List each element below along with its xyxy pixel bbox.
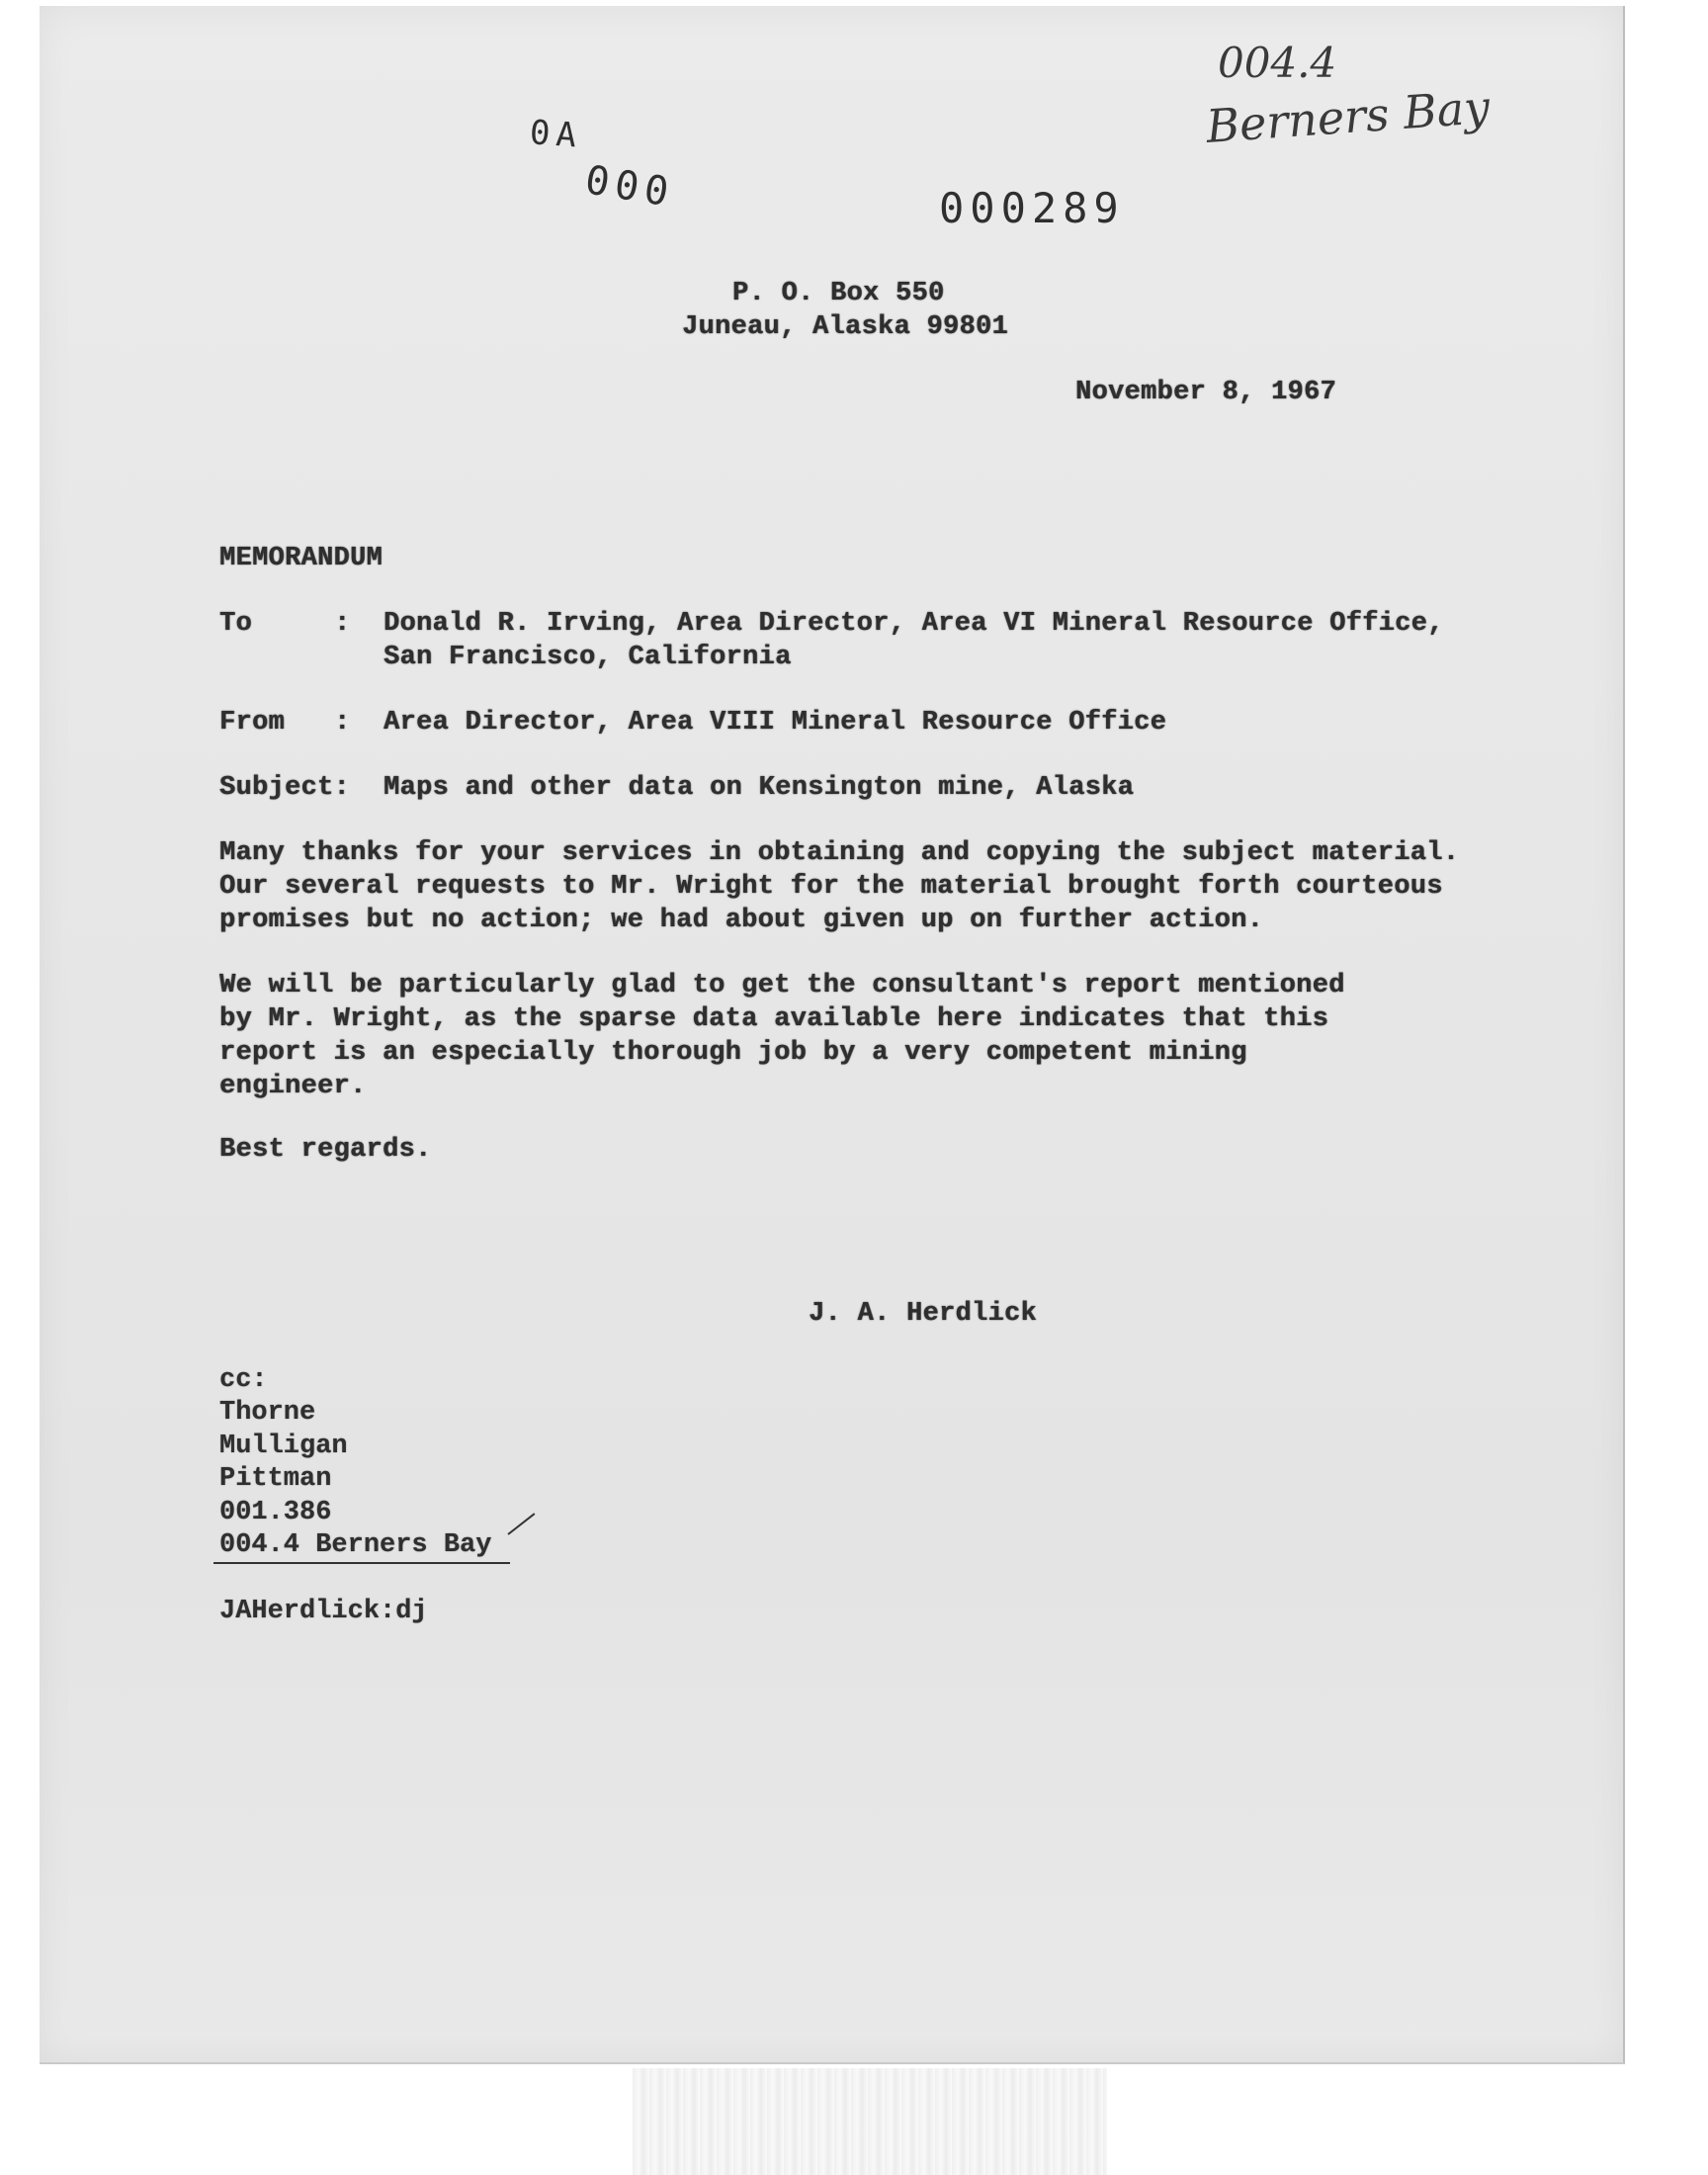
address-line-2: Juneau, Alaska 99801 bbox=[682, 312, 1009, 342]
stamp-top-left-line2: 000 bbox=[581, 157, 678, 217]
to-colon: : bbox=[334, 609, 351, 639]
from-colon: : bbox=[334, 708, 351, 738]
paragraph-2-line: engineer. bbox=[219, 1072, 367, 1101]
paragraph-1-line: Many thanks for your services in obtaining and copying the subject material. bbox=[219, 838, 1460, 868]
paragraph-2-line: We will be particularly glad to get the consultant's report mentioned bbox=[219, 971, 1345, 1000]
stamp-document-number: 000289 bbox=[939, 184, 1125, 232]
subject-value: Maps and other data on Kensington mine, Alaska bbox=[384, 773, 1135, 803]
closing: Best regards. bbox=[219, 1135, 432, 1165]
paragraph-1-line: Our several requests to Mr. Wright for the material brought forth courteous bbox=[219, 872, 1443, 902]
reference-initials: JAHerdlick:dj bbox=[219, 1597, 428, 1626]
memo-heading: MEMORANDUM bbox=[219, 544, 384, 573]
body-paragraph-1 bbox=[219, 836, 1504, 937]
memo-date: November 8, 1967 bbox=[1075, 378, 1337, 407]
body-paragraph-2 bbox=[219, 969, 1504, 1103]
to-label: To bbox=[219, 609, 253, 639]
signature-name: J. A. Herdlick bbox=[809, 1299, 1038, 1329]
scan-artifact bbox=[633, 2068, 1107, 2175]
from-label: From bbox=[219, 708, 286, 738]
cc-label: cc: bbox=[219, 1365, 268, 1395]
address-line-1: P. O. Box 550 bbox=[732, 279, 945, 308]
cc-recipient: Mulligan bbox=[219, 1431, 348, 1461]
to-value-line-1: Donald R. Irving, Area Director, Area VI Mineral Resource Office, bbox=[384, 609, 1444, 639]
cc-underline-mark bbox=[214, 1562, 510, 1564]
handwritten-file-code: 004.4 bbox=[1218, 39, 1337, 87]
stamp-top-left-line1: 0A bbox=[528, 113, 584, 156]
cc-recipient: Thorne bbox=[219, 1398, 316, 1428]
paragraph-1-line: promises but no action; we had about given up on further action. bbox=[219, 906, 1264, 935]
cc-recipient: 004.4 Berners Bay bbox=[219, 1530, 492, 1560]
subject-label: Subject: bbox=[219, 773, 351, 803]
cc-recipient: Pittman bbox=[219, 1464, 332, 1494]
cc-recipient: 001.386 bbox=[219, 1497, 332, 1527]
cc-recipient-list bbox=[219, 1397, 491, 1563]
handwritten-file-place: Berners Bay bbox=[1204, 80, 1492, 153]
from-value: Area Director, Area VIII Mineral Resource Office bbox=[384, 708, 1167, 738]
paragraph-2-line: by Mr. Wright, as the sparse data available here indicates that this bbox=[219, 1004, 1329, 1034]
paragraph-2-line: report is an especially thorough job by a very competent mining bbox=[219, 1038, 1247, 1068]
to-value-line-2: San Francisco, California bbox=[384, 643, 792, 672]
